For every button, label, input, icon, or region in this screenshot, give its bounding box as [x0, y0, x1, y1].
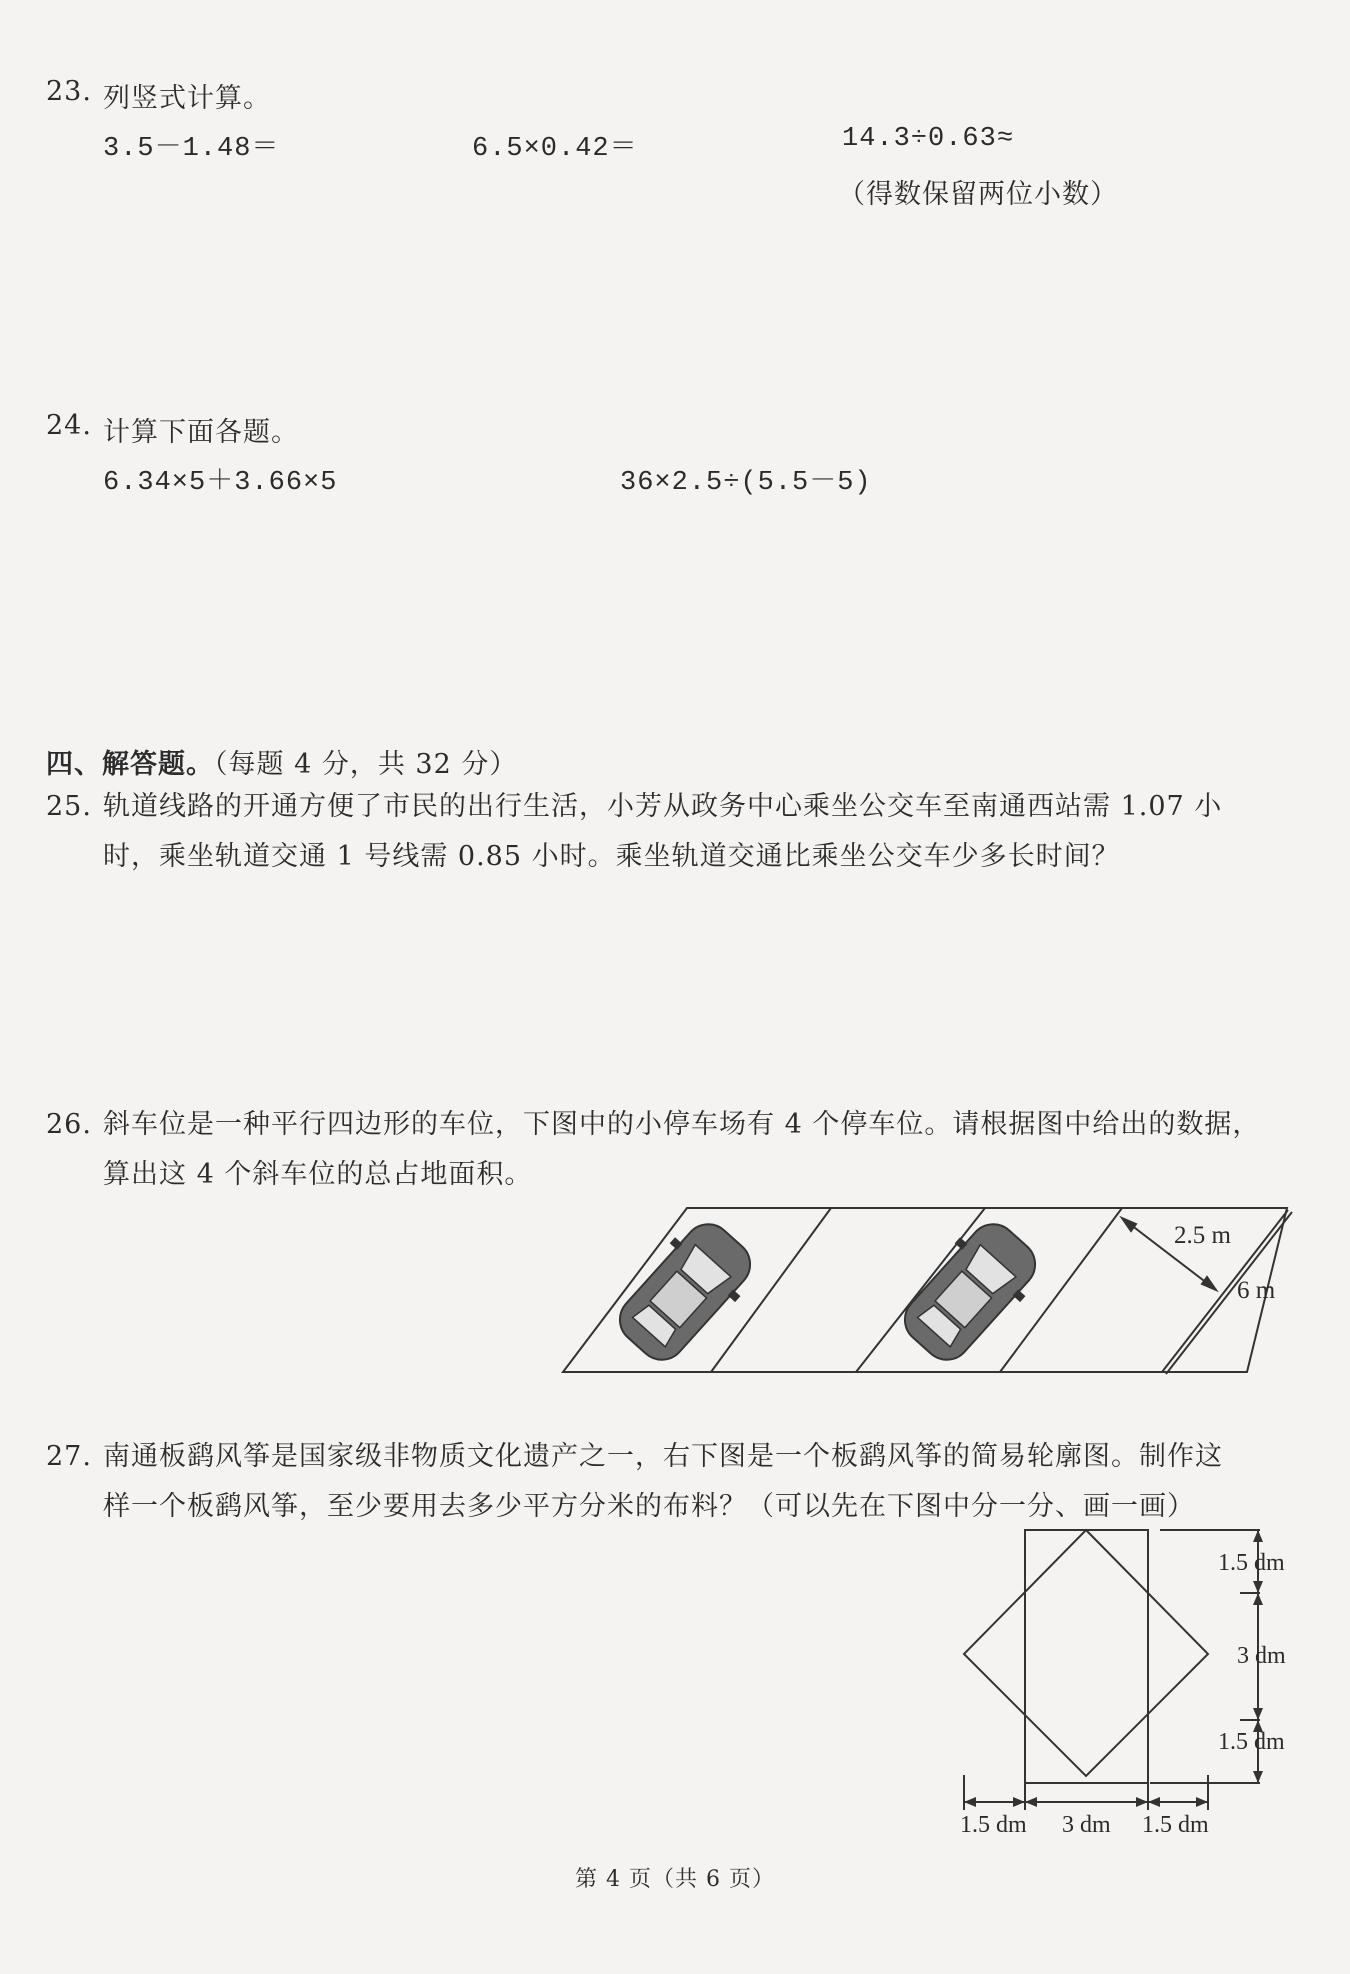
- kite-rectangle: [1025, 1530, 1148, 1783]
- kite-right-mid-label: 3 dm: [1237, 1643, 1286, 1669]
- q23-rounding-note: （得数保留两位小数）: [838, 179, 1118, 210]
- q24-expression-1: 6.34×5＋3.66×5: [103, 468, 338, 498]
- kite-bottom-right-label: 1.5 dm: [1142, 1812, 1209, 1838]
- kite-bottom-left-label: 1.5 dm: [960, 1812, 1027, 1838]
- q25-text-line-2: 时，乘坐轨道交通 1 号线需 0.85 小时。乘坐轨道交通比乘坐公交车少多长时间？: [103, 841, 1120, 872]
- section-4-heading: [46, 742, 517, 781]
- q23-expression-1: 3.5－1.48＝: [103, 134, 280, 164]
- q25-text-line-1: 轨道线路的开通方便了市民的出行生活，小芳从政务中心乘坐公交车至南通西站需 1.07 小: [103, 791, 1223, 822]
- kite-right-bottom-label: 1.5 dm: [1218, 1729, 1285, 1755]
- height-label: 2.5 m: [1174, 1222, 1231, 1249]
- q27-number: 27.: [46, 1441, 92, 1472]
- q23-expression-2: 6.5×0.42＝: [472, 134, 638, 164]
- kite-figure: [950, 1520, 1320, 1840]
- parking-lot-figure: [540, 1200, 1320, 1390]
- q25-number: 25.: [46, 791, 92, 822]
- page-footer: 第 4 页（共 6 页）: [575, 1867, 775, 1892]
- section-4-title: 四、解答题。: [46, 749, 214, 780]
- height-arrow-bottom: [1202, 1277, 1216, 1290]
- q23-title: 列竖式计算。: [103, 83, 271, 114]
- car-icon-1: [604, 1209, 766, 1375]
- q26-text-line-2: 算出这 4 个斜车位的总占地面积。: [103, 1159, 533, 1190]
- kite-diamond: [964, 1530, 1208, 1776]
- q24-number: 24.: [46, 410, 92, 441]
- q27-text-line-1: 南通板鹞风筝是国家级非物质文化遗产之一，右下图是一个板鹞风筝的简易轮廓图。制作这: [103, 1441, 1223, 1472]
- section-4-points: （每题 4 分，共 32 分）: [214, 749, 518, 780]
- kite-bottom-mid-label: 3 dm: [1062, 1812, 1111, 1838]
- side-label: 6 m: [1237, 1277, 1276, 1304]
- q27-text-line-2: 样一个板鹞风筝，至少要用去多少平方分米的布料？（可以先在下图中分一分、画一画）: [103, 1491, 1195, 1522]
- q24-title: 计算下面各题。: [103, 417, 299, 448]
- q23-expression-3: 14.3÷0.63≈: [842, 124, 1015, 154]
- q23-number: 23.: [46, 76, 92, 107]
- height-arrow-top: [1122, 1218, 1136, 1231]
- q24-expression-2: 36×2.5÷(5.5－5): [620, 468, 872, 498]
- kite-right-top-label: 1.5 dm: [1218, 1550, 1285, 1576]
- car-icon-2: [889, 1209, 1051, 1375]
- q26-text-line-1: 斜车位是一种平行四边形的车位，下图中的小停车场有 4 个停车位。请根据图中给出的数据，: [103, 1109, 1261, 1140]
- q26-number: 26.: [46, 1109, 92, 1140]
